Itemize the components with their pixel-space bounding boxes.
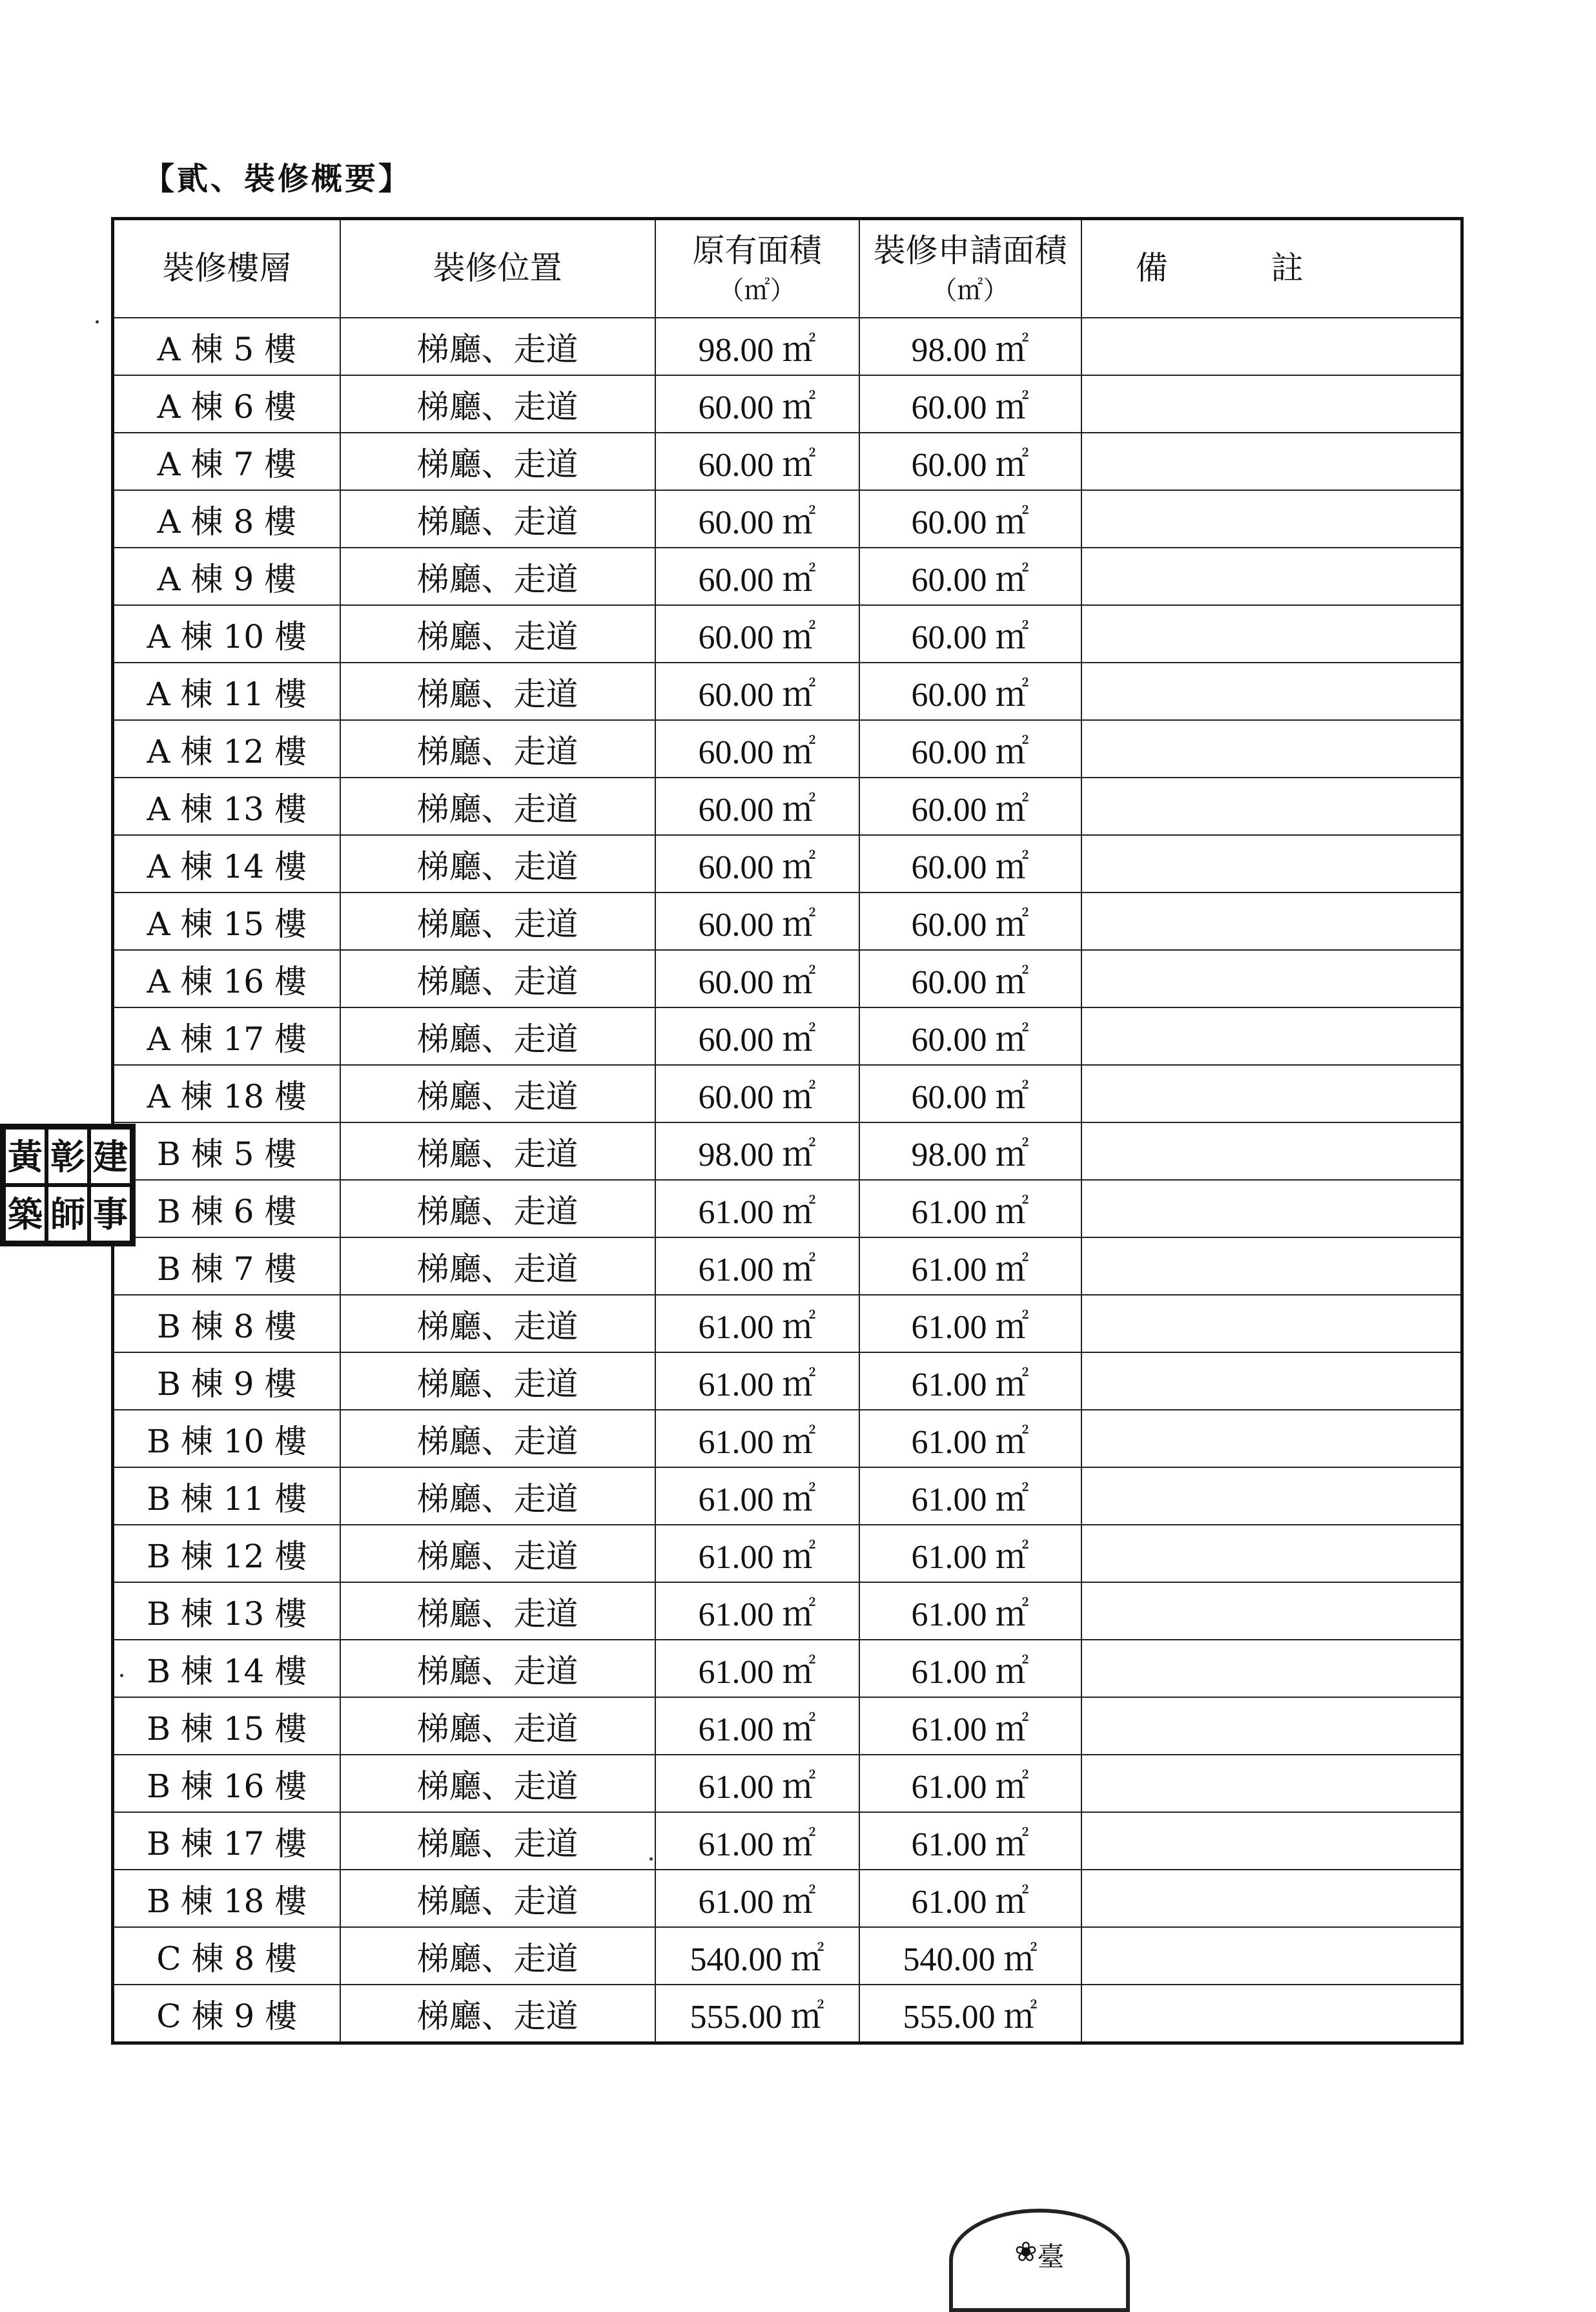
cell-applied-area: 60.00 ㎡	[859, 778, 1081, 835]
cell-location: 梯廳、走道	[340, 1122, 655, 1180]
table-row	[113, 1122, 1462, 1180]
header-floor: 裝修樓層	[113, 219, 340, 318]
cell-floor: A 棟 6 樓	[113, 375, 340, 433]
cell-applied-area: 60.00 ㎡	[859, 605, 1081, 663]
cell-floor: B 棟 16 樓	[113, 1755, 340, 1812]
cell-remarks	[1081, 1180, 1462, 1237]
cell-floor: A 棟 8 樓	[113, 490, 340, 548]
scan-speck	[96, 320, 99, 324]
cell-floor: B 棟 8 樓	[113, 1295, 340, 1352]
cell-remarks	[1081, 835, 1462, 893]
cell-location: 梯廳、走道	[340, 1007, 655, 1065]
table-header-row	[113, 219, 1462, 318]
cell-location: 梯廳、走道	[340, 778, 655, 835]
cell-original-area: 61.00 ㎡	[655, 1410, 859, 1467]
cell-floor: B 棟 6 樓	[113, 1180, 340, 1237]
cell-applied-area: 60.00 ㎡	[859, 1007, 1081, 1065]
table-row	[113, 720, 1462, 778]
cell-remarks	[1081, 1352, 1462, 1410]
table-row	[113, 1985, 1462, 2043]
cell-remarks	[1081, 893, 1462, 950]
architect-seal	[0, 1124, 136, 1246]
cell-applied-area: 61.00 ㎡	[859, 1870, 1081, 1927]
cell-applied-area: 60.00 ㎡	[859, 433, 1081, 490]
table-row	[113, 605, 1462, 663]
cell-location: 梯廳、走道	[340, 433, 655, 490]
table-row	[113, 1525, 1462, 1582]
table-row	[113, 1410, 1462, 1467]
cell-remarks	[1081, 1295, 1462, 1352]
cell-remarks	[1081, 1755, 1462, 1812]
cell-original-area: 61.00 ㎡	[655, 1755, 859, 1812]
cell-floor: C 棟 8 樓	[113, 1927, 340, 1985]
cell-location: 梯廳、走道	[340, 1927, 655, 1985]
cell-location: 梯廳、走道	[340, 1582, 655, 1640]
cell-original-area: 60.00 ㎡	[655, 1007, 859, 1065]
cell-remarks	[1081, 1870, 1462, 1927]
cell-remarks	[1081, 1122, 1462, 1180]
cell-applied-area: 61.00 ㎡	[859, 1180, 1081, 1237]
seal-char: 師	[46, 1185, 89, 1243]
cell-remarks	[1081, 433, 1462, 490]
cell-applied-area: 60.00 ㎡	[859, 490, 1081, 548]
cell-original-area: 60.00 ㎡	[655, 778, 859, 835]
table-row	[113, 950, 1462, 1007]
cell-original-area: 60.00 ㎡	[655, 490, 859, 548]
seal-char: 彰	[46, 1128, 89, 1185]
cell-remarks	[1081, 1582, 1462, 1640]
table-row	[113, 893, 1462, 950]
cell-remarks	[1081, 1812, 1462, 1870]
cell-location: 梯廳、走道	[340, 1352, 655, 1410]
cell-applied-area: 61.00 ㎡	[859, 1582, 1081, 1640]
table-row	[113, 1295, 1462, 1352]
cell-remarks	[1081, 663, 1462, 720]
cell-original-area: 61.00 ㎡	[655, 1525, 859, 1582]
table-row	[113, 663, 1462, 720]
cell-applied-area: 60.00 ㎡	[859, 663, 1081, 720]
cell-floor: A 棟 13 樓	[113, 778, 340, 835]
cell-applied-area: 60.00 ㎡	[859, 720, 1081, 778]
cell-remarks	[1081, 548, 1462, 605]
cell-remarks	[1081, 1065, 1462, 1122]
table-row	[113, 1870, 1462, 1927]
cell-applied-area: 60.00 ㎡	[859, 548, 1081, 605]
cell-remarks	[1081, 1640, 1462, 1697]
scan-speck	[650, 1857, 653, 1861]
table-row	[113, 1007, 1462, 1065]
plum-blossom-icon: ❀	[1014, 2236, 1038, 2267]
cell-floor: B 棟 13 樓	[113, 1582, 340, 1640]
cell-remarks	[1081, 1985, 1462, 2043]
cell-floor: B 棟 17 樓	[113, 1812, 340, 1870]
seal-char: 築	[4, 1185, 46, 1243]
cell-floor: B 棟 18 樓	[113, 1870, 340, 1927]
cell-original-area: 60.00 ㎡	[655, 663, 859, 720]
cell-applied-area: 60.00 ㎡	[859, 950, 1081, 1007]
table-row	[113, 1582, 1462, 1640]
cell-original-area: 60.00 ㎡	[655, 893, 859, 950]
cell-location: 梯廳、走道	[340, 1525, 655, 1582]
cell-original-area: 60.00 ㎡	[655, 720, 859, 778]
cell-remarks	[1081, 950, 1462, 1007]
cell-location: 梯廳、走道	[340, 1812, 655, 1870]
table-row	[113, 548, 1462, 605]
official-stamp	[949, 2209, 1130, 2312]
cell-floor: B 棟 12 樓	[113, 1525, 340, 1582]
table-row	[113, 375, 1462, 433]
table-row	[113, 1755, 1462, 1812]
seal-char: 黃	[4, 1128, 46, 1185]
cell-location: 梯廳、走道	[340, 1697, 655, 1755]
cell-remarks	[1081, 1697, 1462, 1755]
header-applied-area	[859, 219, 1081, 318]
cell-applied-area: 61.00 ㎡	[859, 1755, 1081, 1812]
cell-location: 梯廳、走道	[340, 1870, 655, 1927]
cell-location: 梯廳、走道	[340, 1295, 655, 1352]
cell-original-area: 61.00 ㎡	[655, 1180, 859, 1237]
cell-floor: A 棟 10 樓	[113, 605, 340, 663]
cell-remarks	[1081, 375, 1462, 433]
cell-remarks	[1081, 778, 1462, 835]
scan-speck	[120, 1674, 123, 1677]
cell-applied-area: 60.00 ㎡	[859, 375, 1081, 433]
table-row	[113, 1927, 1462, 1985]
cell-floor: B 棟 11 樓	[113, 1467, 340, 1525]
cell-remarks	[1081, 1237, 1462, 1295]
cell-remarks	[1081, 605, 1462, 663]
cell-original-area: 61.00 ㎡	[655, 1870, 859, 1927]
cell-original-area: 60.00 ㎡	[655, 1065, 859, 1122]
cell-original-area: 60.00 ㎡	[655, 375, 859, 433]
cell-floor: A 棟 17 樓	[113, 1007, 340, 1065]
cell-original-area: 60.00 ㎡	[655, 605, 859, 663]
cell-original-area: 60.00 ㎡	[655, 433, 859, 490]
cell-location: 梯廳、走道	[340, 318, 655, 375]
cell-floor: A 棟 11 樓	[113, 663, 340, 720]
header-remarks: 備註	[1081, 219, 1462, 318]
table-row	[113, 1065, 1462, 1122]
cell-location: 梯廳、走道	[340, 1410, 655, 1467]
cell-applied-area: 540.00 ㎡	[859, 1927, 1081, 1985]
cell-applied-area: 61.00 ㎡	[859, 1352, 1081, 1410]
cell-original-area: 61.00 ㎡	[655, 1352, 859, 1410]
header-original-area	[655, 219, 859, 318]
cell-location: 梯廳、走道	[340, 548, 655, 605]
cell-location: 梯廳、走道	[340, 1985, 655, 2043]
cell-applied-area: 60.00 ㎡	[859, 1065, 1081, 1122]
cell-original-area: 98.00 ㎡	[655, 1122, 859, 1180]
cell-applied-area: 98.00 ㎡	[859, 318, 1081, 375]
cell-floor: B 棟 5 樓	[113, 1122, 340, 1180]
cell-remarks	[1081, 1927, 1462, 1985]
cell-floor: A 棟 14 樓	[113, 835, 340, 893]
cell-location: 梯廳、走道	[340, 1180, 655, 1237]
table-row	[113, 1237, 1462, 1295]
cell-applied-area: 61.00 ㎡	[859, 1295, 1081, 1352]
cell-applied-area: 61.00 ㎡	[859, 1237, 1081, 1295]
cell-floor: B 棟 9 樓	[113, 1352, 340, 1410]
cell-original-area: 61.00 ㎡	[655, 1467, 859, 1525]
cell-original-area: 60.00 ㎡	[655, 950, 859, 1007]
cell-floor: A 棟 7 樓	[113, 433, 340, 490]
cell-location: 梯廳、走道	[340, 1640, 655, 1697]
cell-original-area: 540.00 ㎡	[655, 1927, 859, 1985]
table-row	[113, 433, 1462, 490]
cell-location: 梯廳、走道	[340, 605, 655, 663]
table-row	[113, 1467, 1462, 1525]
cell-floor: C 棟 9 樓	[113, 1985, 340, 2043]
cell-remarks	[1081, 1410, 1462, 1467]
table-row	[113, 1180, 1462, 1237]
cell-remarks	[1081, 1007, 1462, 1065]
seal-char: 事	[89, 1185, 132, 1243]
cell-original-area: 61.00 ㎡	[655, 1295, 859, 1352]
table-row	[113, 1640, 1462, 1697]
cell-floor: A 棟 12 樓	[113, 720, 340, 778]
renovation-summary-table	[111, 217, 1464, 2045]
cell-applied-area: 61.00 ㎡	[859, 1467, 1081, 1525]
cell-location: 梯廳、走道	[340, 720, 655, 778]
cell-applied-area: 60.00 ㎡	[859, 835, 1081, 893]
cell-remarks	[1081, 318, 1462, 375]
cell-applied-area: 60.00 ㎡	[859, 893, 1081, 950]
cell-location: 梯廳、走道	[340, 893, 655, 950]
cell-floor: A 棟 15 樓	[113, 893, 340, 950]
cell-floor: B 棟 14 樓	[113, 1640, 340, 1697]
cell-location: 梯廳、走道	[340, 835, 655, 893]
cell-location: 梯廳、走道	[340, 663, 655, 720]
cell-applied-area: 61.00 ㎡	[859, 1410, 1081, 1467]
stamp-char: 臺	[1037, 2241, 1065, 2273]
header-location: 裝修位置	[340, 219, 655, 318]
table-body	[113, 318, 1462, 2043]
table-row	[113, 1812, 1462, 1870]
cell-location: 梯廳、走道	[340, 1237, 655, 1295]
table-row	[113, 835, 1462, 893]
cell-applied-area: 61.00 ㎡	[859, 1640, 1081, 1697]
cell-location: 梯廳、走道	[340, 375, 655, 433]
table-row	[113, 318, 1462, 375]
cell-applied-area: 61.00 ㎡	[859, 1812, 1081, 1870]
cell-applied-area: 61.00 ㎡	[859, 1697, 1081, 1755]
cell-original-area: 61.00 ㎡	[655, 1812, 859, 1870]
table-row	[113, 490, 1462, 548]
cell-applied-area: 61.00 ㎡	[859, 1525, 1081, 1582]
cell-floor: B 棟 10 樓	[113, 1410, 340, 1467]
cell-floor: A 棟 16 樓	[113, 950, 340, 1007]
cell-original-area: 61.00 ㎡	[655, 1237, 859, 1295]
cell-floor: A 棟 18 樓	[113, 1065, 340, 1122]
seal-char: 建	[89, 1128, 132, 1185]
cell-remarks	[1081, 490, 1462, 548]
cell-original-area: 555.00 ㎡	[655, 1985, 859, 2043]
cell-applied-area: 555.00 ㎡	[859, 1985, 1081, 2043]
header-original-area-unit: （㎡）	[718, 275, 796, 305]
table-row	[113, 1697, 1462, 1755]
cell-original-area: 98.00 ㎡	[655, 318, 859, 375]
cell-location: 梯廳、走道	[340, 950, 655, 1007]
cell-floor: B 棟 15 樓	[113, 1697, 340, 1755]
cell-remarks	[1081, 1467, 1462, 1525]
cell-location: 梯廳、走道	[340, 1467, 655, 1525]
cell-remarks	[1081, 1525, 1462, 1582]
cell-location: 梯廳、走道	[340, 1755, 655, 1812]
header-applied-area-label: 裝修申請面積	[873, 232, 1067, 270]
cell-original-area: 60.00 ㎡	[655, 548, 859, 605]
table-row	[113, 1352, 1462, 1410]
cell-applied-area: 98.00 ㎡	[859, 1122, 1081, 1180]
cell-original-area: 61.00 ㎡	[655, 1640, 859, 1697]
header-original-area-label: 原有面積	[692, 232, 822, 270]
cell-floor: B 棟 7 樓	[113, 1237, 340, 1295]
cell-original-area: 61.00 ㎡	[655, 1582, 859, 1640]
cell-floor: A 棟 5 樓	[113, 318, 340, 375]
header-applied-area-unit: （㎡）	[931, 275, 1009, 305]
cell-remarks	[1081, 720, 1462, 778]
cell-original-area: 60.00 ㎡	[655, 835, 859, 893]
table-row	[113, 778, 1462, 835]
cell-floor: A 棟 9 樓	[113, 548, 340, 605]
cell-location: 梯廳、走道	[340, 1065, 655, 1122]
cell-original-area: 61.00 ㎡	[655, 1697, 859, 1755]
section-heading: 【貳、裝修概要】	[143, 161, 413, 197]
cell-location: 梯廳、走道	[340, 490, 655, 548]
